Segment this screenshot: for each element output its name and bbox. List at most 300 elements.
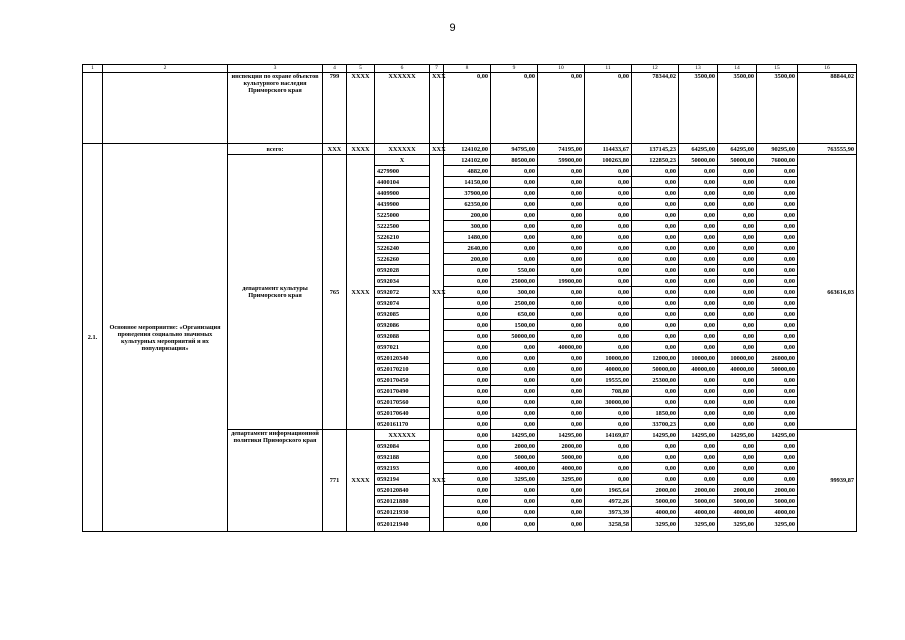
year-value: 0,00 bbox=[679, 320, 718, 331]
year-value: 80500,00 bbox=[491, 155, 538, 166]
year-value: 0,00 bbox=[444, 518, 491, 532]
year-value: 0,00 bbox=[718, 309, 757, 320]
year-value: 4882,00 bbox=[444, 166, 491, 177]
year-value: 0,00 bbox=[491, 518, 538, 532]
year-value: 0,00 bbox=[444, 507, 491, 518]
year-value: 114433,67 bbox=[585, 144, 632, 155]
column-number: 15 bbox=[757, 65, 798, 73]
csr-code: 0520170450 bbox=[375, 375, 430, 386]
year-value: 0,00 bbox=[444, 364, 491, 375]
year-value: 0,00 bbox=[679, 298, 718, 309]
year-value: 0,00 bbox=[491, 199, 538, 210]
year-value: 0,00 bbox=[491, 408, 538, 419]
column-number: 10 bbox=[538, 65, 585, 73]
csr-code: XXXXXX bbox=[375, 430, 430, 441]
year-value: 62350,00 bbox=[444, 199, 491, 210]
csr-code: X bbox=[375, 155, 430, 166]
column-number: 9 bbox=[491, 65, 538, 73]
total-row bbox=[83, 144, 857, 155]
year-value: 0,00 bbox=[538, 309, 585, 320]
year-value: 0,00 bbox=[679, 452, 718, 463]
year-value: 2000,00 bbox=[679, 485, 718, 496]
year-value: 4000,00 bbox=[718, 507, 757, 518]
total-value: 99939,87 bbox=[798, 430, 857, 532]
year-value: 0,00 bbox=[757, 331, 798, 342]
year-value: 0,00 bbox=[444, 276, 491, 287]
year-value: 0,00 bbox=[585, 474, 632, 485]
year-value: 0,00 bbox=[538, 419, 585, 430]
year-value: 25300,00 bbox=[632, 375, 679, 386]
year-value: 0,00 bbox=[679, 177, 718, 188]
csr-code: 0520161170 bbox=[375, 419, 430, 430]
year-value: 0,00 bbox=[718, 210, 757, 221]
year-value: 0,00 bbox=[718, 397, 757, 408]
year-value: 0,00 bbox=[491, 342, 538, 353]
year-value: 0,00 bbox=[491, 73, 538, 144]
year-value: 0,00 bbox=[718, 276, 757, 287]
empty-cell bbox=[83, 73, 103, 144]
year-value: 0,00 bbox=[585, 243, 632, 254]
year-value: 19555,00 bbox=[585, 375, 632, 386]
year-value: 3295,00 bbox=[632, 518, 679, 532]
total-value: 88844,02 bbox=[798, 73, 857, 144]
column-number: 8 bbox=[444, 65, 491, 73]
year-value: 1965,64 bbox=[585, 485, 632, 496]
total-value: 763555,90 bbox=[798, 144, 857, 155]
year-value: 4000,00 bbox=[491, 463, 538, 474]
year-value: 30000,00 bbox=[585, 397, 632, 408]
year-value: 0,00 bbox=[757, 419, 798, 430]
year-value: 0,00 bbox=[757, 188, 798, 199]
year-value: 0,00 bbox=[585, 408, 632, 419]
year-value: 40000,00 bbox=[585, 364, 632, 375]
csr-code: 0592194 bbox=[375, 474, 430, 485]
year-value: 50000,00 bbox=[718, 155, 757, 166]
year-value: 0,00 bbox=[757, 210, 798, 221]
year-value: 0,00 bbox=[538, 320, 585, 331]
year-value: 0,00 bbox=[679, 199, 718, 210]
year-value: 3973,39 bbox=[585, 507, 632, 518]
year-value: 0,00 bbox=[718, 452, 757, 463]
year-value: 0,00 bbox=[679, 210, 718, 221]
year-value: 50000,00 bbox=[757, 364, 798, 375]
csr-code: 0520121930 bbox=[375, 507, 430, 518]
year-value: 74195,00 bbox=[538, 144, 585, 155]
year-value: 0,00 bbox=[585, 210, 632, 221]
year-value: 0,00 bbox=[491, 166, 538, 177]
year-value: 0,00 bbox=[585, 320, 632, 331]
csr-code: 0520121940 bbox=[375, 518, 430, 532]
csr-code: 4439900 bbox=[375, 199, 430, 210]
grbs-code: 799 bbox=[323, 73, 347, 144]
year-value: 2000,00 bbox=[538, 441, 585, 452]
year-value: 0,00 bbox=[491, 243, 538, 254]
year-value: 0,00 bbox=[632, 221, 679, 232]
year-value: 0,00 bbox=[757, 408, 798, 419]
event-name: Основное мероприятие: «Организация проведения социально значимых культурных мероприятий и их популяризация» bbox=[103, 144, 228, 532]
year-value: 0,00 bbox=[757, 287, 798, 298]
year-value: 50000,00 bbox=[679, 155, 718, 166]
year-value: 64295,00 bbox=[679, 144, 718, 155]
year-value: 0,00 bbox=[444, 375, 491, 386]
year-value: 78344,02 bbox=[632, 73, 679, 144]
year-value: 0,00 bbox=[632, 254, 679, 265]
year-value: 122850,23 bbox=[632, 155, 679, 166]
csr-code: 0592034 bbox=[375, 276, 430, 287]
column-number-row bbox=[83, 65, 857, 73]
year-value: 0,00 bbox=[491, 210, 538, 221]
year-value: 0,00 bbox=[718, 199, 757, 210]
csr-code: 5222500 bbox=[375, 221, 430, 232]
year-value: 76000,00 bbox=[757, 155, 798, 166]
year-value: 0,00 bbox=[757, 298, 798, 309]
year-value: 0,00 bbox=[538, 73, 585, 144]
year-value: 0,00 bbox=[632, 287, 679, 298]
year-value: 0,00 bbox=[585, 166, 632, 177]
vr-code: XXX bbox=[430, 144, 444, 155]
year-value: 0,00 bbox=[491, 375, 538, 386]
year-value: 0,00 bbox=[538, 364, 585, 375]
year-value: 0,00 bbox=[632, 210, 679, 221]
year-value: 0,00 bbox=[444, 309, 491, 320]
year-value: 0,00 bbox=[679, 232, 718, 243]
year-value: 0,00 bbox=[585, 298, 632, 309]
year-value: 0,00 bbox=[632, 397, 679, 408]
year-value: 0,00 bbox=[632, 166, 679, 177]
year-value: 2500,00 bbox=[491, 298, 538, 309]
year-value: 0,00 bbox=[538, 166, 585, 177]
year-value: 0,00 bbox=[679, 309, 718, 320]
year-value: 0,00 bbox=[491, 221, 538, 232]
year-value: 0,00 bbox=[718, 408, 757, 419]
year-value: 0,00 bbox=[632, 452, 679, 463]
year-value: 0,00 bbox=[718, 298, 757, 309]
year-value: 0,00 bbox=[718, 166, 757, 177]
year-value: 0,00 bbox=[632, 177, 679, 188]
csr-code: 0520170640 bbox=[375, 408, 430, 419]
year-value: 0,00 bbox=[718, 320, 757, 331]
year-value: 14295,00 bbox=[632, 430, 679, 441]
year-value: 0,00 bbox=[491, 364, 538, 375]
year-value: 0,00 bbox=[718, 243, 757, 254]
csr-code: 5226260 bbox=[375, 254, 430, 265]
year-value: 0,00 bbox=[538, 243, 585, 254]
year-value: 14169,87 bbox=[585, 430, 632, 441]
column-number: 12 bbox=[632, 65, 679, 73]
responsible-executor: департамент культуры Приморского края bbox=[228, 155, 323, 430]
year-value: 19900,00 bbox=[538, 276, 585, 287]
year-value: 0,00 bbox=[538, 331, 585, 342]
column-number: 11 bbox=[585, 65, 632, 73]
year-value: 0,00 bbox=[679, 166, 718, 177]
year-value: 0,00 bbox=[679, 408, 718, 419]
year-value: 0,00 bbox=[444, 496, 491, 507]
total-value: 663616,03 bbox=[798, 155, 857, 430]
year-value: 40000,00 bbox=[538, 342, 585, 353]
year-value: 0,00 bbox=[585, 309, 632, 320]
csr-code: 0520120340 bbox=[375, 353, 430, 364]
year-value: 0,00 bbox=[538, 254, 585, 265]
year-value: 0,00 bbox=[444, 287, 491, 298]
empty-cell bbox=[103, 73, 228, 144]
year-value: 0,00 bbox=[757, 463, 798, 474]
year-value: 0,00 bbox=[585, 287, 632, 298]
year-value: 0,00 bbox=[757, 276, 798, 287]
year-value: 2000,00 bbox=[718, 485, 757, 496]
year-value: 0,00 bbox=[444, 485, 491, 496]
csr-code: 0592072 bbox=[375, 287, 430, 298]
year-value: 0,00 bbox=[538, 232, 585, 243]
column-number: 13 bbox=[679, 65, 718, 73]
year-value: 0,00 bbox=[538, 177, 585, 188]
year-value: 0,00 bbox=[679, 419, 718, 430]
year-value: 0,00 bbox=[538, 375, 585, 386]
year-value: 0,00 bbox=[757, 243, 798, 254]
year-value: 0,00 bbox=[538, 221, 585, 232]
year-value: 0,00 bbox=[757, 342, 798, 353]
year-value: 0,00 bbox=[491, 485, 538, 496]
year-value: 0,00 bbox=[757, 397, 798, 408]
csr-code: 4409900 bbox=[375, 188, 430, 199]
year-value: 0,00 bbox=[679, 188, 718, 199]
rzpr-code: XXXX bbox=[347, 155, 375, 430]
csr-code: 0592193 bbox=[375, 463, 430, 474]
year-value: 0,00 bbox=[491, 177, 538, 188]
year-value: 0,00 bbox=[444, 73, 491, 144]
year-value: 0,00 bbox=[632, 342, 679, 353]
year-value: 0,00 bbox=[757, 441, 798, 452]
csr-code: XXXXXX bbox=[375, 144, 430, 155]
year-value: 3295,00 bbox=[718, 518, 757, 532]
year-value: 0,00 bbox=[718, 254, 757, 265]
year-value: 50000,00 bbox=[491, 331, 538, 342]
csr-code: XXXXXX bbox=[375, 73, 430, 144]
year-value: 0,00 bbox=[757, 177, 798, 188]
year-value: 137145,23 bbox=[632, 144, 679, 155]
year-value: 0,00 bbox=[718, 265, 757, 276]
csr-code: 5226210 bbox=[375, 232, 430, 243]
year-value: 0,00 bbox=[444, 320, 491, 331]
csr-code: 5226240 bbox=[375, 243, 430, 254]
year-value: 50000,00 bbox=[632, 364, 679, 375]
year-value: 0,00 bbox=[538, 188, 585, 199]
year-value: 0,00 bbox=[679, 342, 718, 353]
total-label: всего: bbox=[228, 144, 323, 155]
year-value: 0,00 bbox=[585, 177, 632, 188]
rzpr-code: XXXX bbox=[347, 144, 375, 155]
column-number: 2 bbox=[103, 65, 228, 73]
year-value: 0,00 bbox=[632, 265, 679, 276]
vr-code: XXX bbox=[430, 73, 444, 144]
year-value: 0,00 bbox=[538, 485, 585, 496]
year-value: 0,00 bbox=[538, 518, 585, 532]
grbs-code: 771 bbox=[323, 430, 347, 532]
year-value: 0,00 bbox=[718, 375, 757, 386]
year-value: 0,00 bbox=[679, 221, 718, 232]
year-value: 0,00 bbox=[632, 386, 679, 397]
grbs-code: 765 bbox=[323, 155, 347, 430]
year-value: 14295,00 bbox=[757, 430, 798, 441]
year-value: 2000,00 bbox=[757, 485, 798, 496]
year-value: 14295,00 bbox=[491, 430, 538, 441]
year-value: 0,00 bbox=[757, 232, 798, 243]
year-value: 1850,00 bbox=[632, 408, 679, 419]
year-value: 0,00 bbox=[538, 210, 585, 221]
year-value: 0,00 bbox=[757, 199, 798, 210]
year-value: 10000,00 bbox=[585, 353, 632, 364]
year-value: 3500,00 bbox=[679, 73, 718, 144]
year-value: 0,00 bbox=[757, 452, 798, 463]
year-value: 0,00 bbox=[538, 199, 585, 210]
year-value: 0,00 bbox=[585, 463, 632, 474]
year-value: 0,00 bbox=[679, 375, 718, 386]
year-value: 0,00 bbox=[444, 419, 491, 430]
column-number: 7 bbox=[430, 65, 444, 73]
year-value: 0,00 bbox=[491, 232, 538, 243]
year-value: 0,00 bbox=[632, 188, 679, 199]
year-value: 1500,00 bbox=[491, 320, 538, 331]
year-value: 0,00 bbox=[585, 188, 632, 199]
column-number: 3 bbox=[228, 65, 323, 73]
year-value: 5000,00 bbox=[757, 496, 798, 507]
year-value: 100263,80 bbox=[585, 155, 632, 166]
year-value: 0,00 bbox=[679, 254, 718, 265]
year-value: 0,00 bbox=[538, 287, 585, 298]
year-value: 4972,26 bbox=[585, 496, 632, 507]
csr-code: 0520170490 bbox=[375, 386, 430, 397]
grbs-code: XXX bbox=[323, 144, 347, 155]
year-value: 0,00 bbox=[679, 265, 718, 276]
year-value: 0,00 bbox=[718, 188, 757, 199]
year-value: 0,00 bbox=[538, 353, 585, 364]
column-number: 4 bbox=[323, 65, 347, 73]
year-value: 1480,00 bbox=[444, 232, 491, 243]
year-value: 200,00 bbox=[444, 210, 491, 221]
year-value: 3258,58 bbox=[585, 518, 632, 532]
csr-code: 0520121880 bbox=[375, 496, 430, 507]
year-value: 0,00 bbox=[491, 397, 538, 408]
year-value: 14295,00 bbox=[538, 430, 585, 441]
year-value: 14295,00 bbox=[718, 430, 757, 441]
csr-code: 0592084 bbox=[375, 441, 430, 452]
rzpr-code: XXXX bbox=[347, 73, 375, 144]
year-value: 0,00 bbox=[757, 254, 798, 265]
year-value: 0,00 bbox=[757, 166, 798, 177]
csr-code: 0592074 bbox=[375, 298, 430, 309]
year-value: 2000,00 bbox=[491, 441, 538, 452]
year-value: 33700,23 bbox=[632, 419, 679, 430]
csr-code: 0592085 bbox=[375, 309, 430, 320]
year-value: 0,00 bbox=[491, 353, 538, 364]
year-value: 4000,00 bbox=[679, 507, 718, 518]
year-value: 0,00 bbox=[444, 331, 491, 342]
event-number: 2.1. bbox=[83, 144, 103, 532]
year-value: 0,00 bbox=[718, 232, 757, 243]
column-number: 6 bbox=[375, 65, 430, 73]
year-value: 0,00 bbox=[585, 342, 632, 353]
year-value: 5000,00 bbox=[632, 496, 679, 507]
year-value: 0,00 bbox=[679, 397, 718, 408]
year-value: 0,00 bbox=[491, 188, 538, 199]
responsible-executor: департамент информационной политики Приморского края bbox=[228, 430, 323, 532]
year-value: 300,00 bbox=[444, 221, 491, 232]
year-value: 0,00 bbox=[632, 232, 679, 243]
year-value: 0,00 bbox=[491, 496, 538, 507]
year-value: 0,00 bbox=[632, 441, 679, 452]
year-value: 4000,00 bbox=[538, 463, 585, 474]
year-value: 124102,00 bbox=[444, 155, 491, 166]
year-value: 0,00 bbox=[679, 386, 718, 397]
year-value: 5000,00 bbox=[718, 496, 757, 507]
year-value: 0,00 bbox=[444, 408, 491, 419]
year-value: 37900,00 bbox=[444, 188, 491, 199]
year-value: 0,00 bbox=[444, 397, 491, 408]
year-value: 3295,00 bbox=[679, 518, 718, 532]
year-value: 5000,00 bbox=[491, 452, 538, 463]
year-value: 0,00 bbox=[718, 177, 757, 188]
year-value: 0,00 bbox=[718, 287, 757, 298]
csr-code: 0592188 bbox=[375, 452, 430, 463]
year-value: 0,00 bbox=[538, 265, 585, 276]
year-value: 64295,00 bbox=[718, 144, 757, 155]
page-number: 9 bbox=[449, 22, 456, 34]
csr-code: 0597021 bbox=[375, 342, 430, 353]
column-number: 16 bbox=[798, 65, 857, 73]
year-value: 0,00 bbox=[444, 441, 491, 452]
year-value: 0,00 bbox=[491, 386, 538, 397]
year-value: 5000,00 bbox=[538, 452, 585, 463]
year-value: 0,00 bbox=[632, 320, 679, 331]
year-value: 14150,00 bbox=[444, 177, 491, 188]
year-value: 4000,00 bbox=[632, 507, 679, 518]
year-value: 0,00 bbox=[585, 232, 632, 243]
year-value: 0,00 bbox=[632, 474, 679, 485]
year-value: 0,00 bbox=[491, 419, 538, 430]
year-value: 0,00 bbox=[444, 474, 491, 485]
csr-code: 4400104 bbox=[375, 177, 430, 188]
year-value: 5000,00 bbox=[679, 496, 718, 507]
year-value: 300,00 bbox=[491, 287, 538, 298]
year-value: 124102,00 bbox=[444, 144, 491, 155]
year-value: 708,80 bbox=[585, 386, 632, 397]
year-value: 0,00 bbox=[757, 375, 798, 386]
year-value: 0,00 bbox=[679, 474, 718, 485]
year-value: 0,00 bbox=[757, 386, 798, 397]
year-value: 3295,00 bbox=[491, 474, 538, 485]
year-value: 0,00 bbox=[757, 309, 798, 320]
budget-table bbox=[82, 64, 857, 532]
year-value: 0,00 bbox=[632, 298, 679, 309]
year-value: 3295,00 bbox=[757, 518, 798, 532]
year-value: 0,00 bbox=[718, 419, 757, 430]
year-value: 0,00 bbox=[585, 331, 632, 342]
year-value: 0,00 bbox=[585, 221, 632, 232]
year-value: 0,00 bbox=[632, 331, 679, 342]
year-value: 0,00 bbox=[444, 265, 491, 276]
year-value: 0,00 bbox=[491, 254, 538, 265]
vr-code: XXX bbox=[430, 155, 444, 430]
year-value: 650,00 bbox=[491, 309, 538, 320]
year-value: 0,00 bbox=[632, 309, 679, 320]
year-value: 0,00 bbox=[679, 441, 718, 452]
year-value: 0,00 bbox=[679, 243, 718, 254]
year-value: 0,00 bbox=[718, 342, 757, 353]
year-value: 0,00 bbox=[632, 463, 679, 474]
year-value: 0,00 bbox=[718, 331, 757, 342]
year-value: 550,00 bbox=[491, 265, 538, 276]
year-value: 10000,00 bbox=[679, 353, 718, 364]
year-value: 0,00 bbox=[679, 276, 718, 287]
